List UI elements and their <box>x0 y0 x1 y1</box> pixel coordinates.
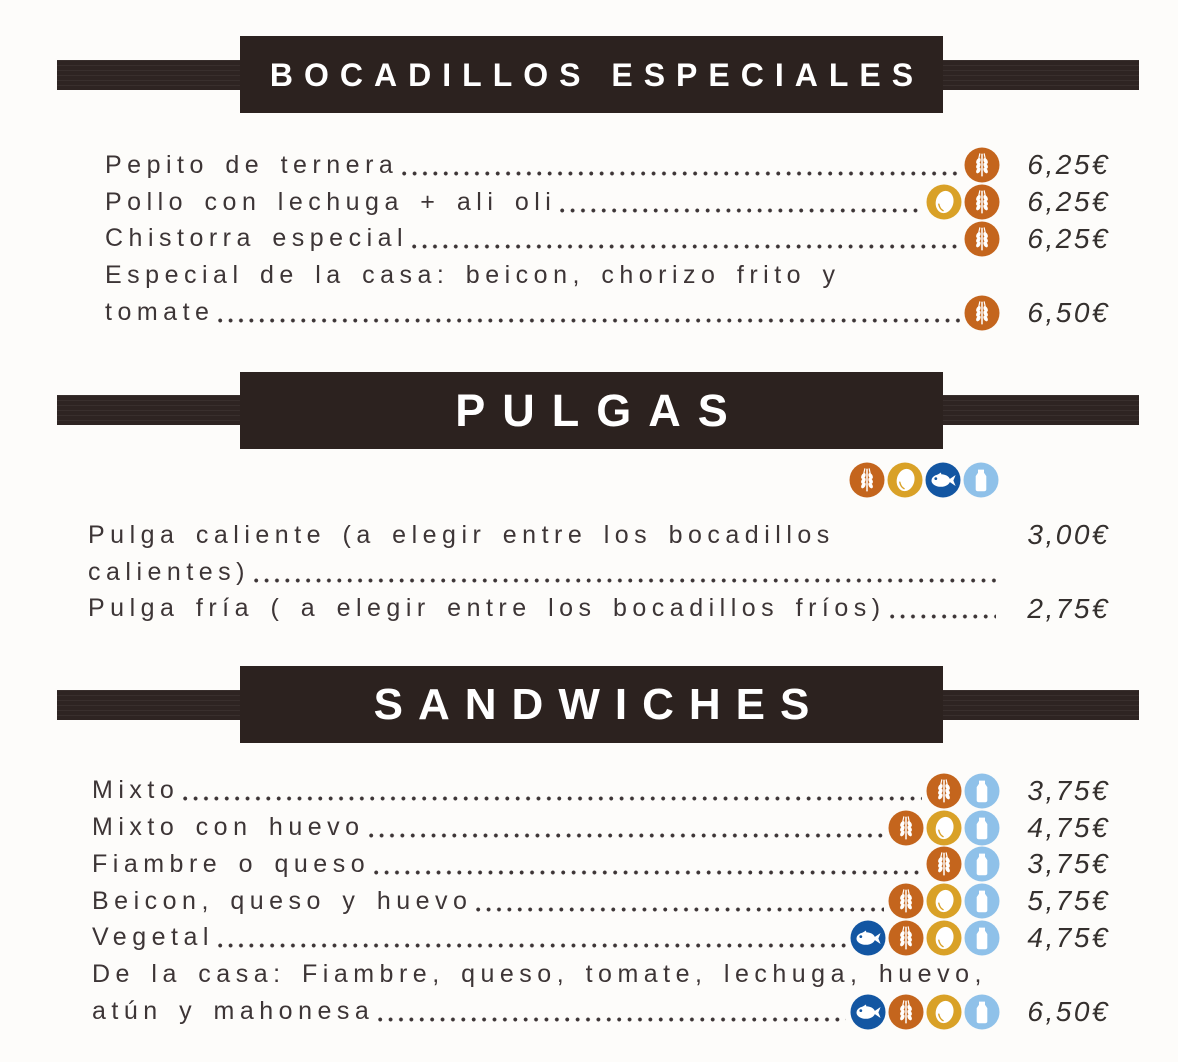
banner-right-bar <box>943 395 1139 425</box>
menu-item-row <box>92 846 1110 883</box>
menu-item-name: Pulga caliente (a elegir entre los bocadillos <box>88 520 835 549</box>
menu-item-name: Fiambre o queso <box>92 849 371 878</box>
menu-item-row <box>92 809 1110 846</box>
menu-item-row <box>92 883 1110 920</box>
milk-icon <box>964 773 1000 809</box>
allergen-legend <box>0 462 999 498</box>
section-rows <box>0 517 1178 627</box>
dot-leader <box>402 171 960 176</box>
menu-item-row <box>105 294 1110 331</box>
wheat-gluten-icon <box>964 295 1000 331</box>
dot-leader <box>218 943 846 948</box>
wheat-gluten-icon <box>888 810 924 846</box>
banner-plate <box>240 372 943 449</box>
menu-item-name: Mixto <box>92 776 180 805</box>
fish-icon <box>925 462 961 498</box>
menu-item-price: 2,75€ <box>1027 592 1110 624</box>
menu-item-name: calientes) <box>88 557 250 586</box>
banner-left-bar <box>57 60 240 90</box>
section-title: PULGAS <box>455 384 745 436</box>
menu-item-row <box>105 257 1110 294</box>
menu-item-name: Chistorra especial <box>105 224 409 253</box>
menu-item-name: atún y mahonesa <box>92 997 375 1026</box>
banner-left-bar <box>57 395 240 425</box>
dot-leader <box>476 907 884 912</box>
dot-leader <box>378 1017 846 1022</box>
allergen-icons <box>964 221 1000 257</box>
menu-item-name: tomate <box>105 298 215 327</box>
milk-icon <box>964 810 1000 846</box>
menu-item-price: 6,25€ <box>1027 222 1110 254</box>
menu-section <box>0 627 1178 1030</box>
menu-item-row <box>92 956 1110 993</box>
allergen-icons <box>964 147 1000 183</box>
dot-leader <box>254 578 996 583</box>
menu-item-row <box>88 517 1110 554</box>
dot-leader <box>560 208 922 213</box>
menu-item-name: Vegetal <box>92 923 214 952</box>
menu-item-name: Mixto con huevo <box>92 813 365 842</box>
menu-item-name: Especial de la casa: beicon, chorizo frito y <box>105 261 841 290</box>
menu-item-price: 3,00€ <box>1027 519 1110 551</box>
menu-item-row <box>88 554 1110 591</box>
allergen-icons <box>964 295 1000 331</box>
allergen-icons <box>926 846 1000 882</box>
egg-icon <box>926 920 962 956</box>
section-banner <box>0 372 1178 449</box>
menu-item-name: Pepito de ternera <box>105 150 399 179</box>
milk-icon <box>963 462 999 498</box>
fish-icon <box>850 994 886 1030</box>
dot-leader <box>374 870 922 875</box>
menu-item-price: 4,75€ <box>1027 921 1110 953</box>
egg-icon <box>926 883 962 919</box>
wheat-gluten-icon <box>849 462 885 498</box>
wheat-gluten-icon <box>888 994 924 1030</box>
banner-right-bar <box>943 60 1139 90</box>
allergen-icons <box>850 994 1000 1030</box>
allergen-icons <box>850 920 1000 956</box>
menu-item-price: 5,75€ <box>1027 885 1110 917</box>
section-banner <box>0 666 1178 743</box>
egg-icon <box>926 810 962 846</box>
wheat-gluten-icon <box>964 221 1000 257</box>
menu-item-price: 6,25€ <box>1027 186 1110 218</box>
dot-leader <box>183 796 922 801</box>
section-banner <box>0 36 1178 113</box>
section-title: SANDWICHES <box>373 679 825 729</box>
egg-icon <box>887 462 923 498</box>
banner-plate <box>240 36 943 113</box>
banner-left-bar <box>57 690 240 720</box>
wheat-gluten-icon <box>964 184 1000 220</box>
menu-item-row <box>88 591 1110 628</box>
menu-item-price: 6,50€ <box>1027 296 1110 328</box>
wheat-gluten-icon <box>926 773 962 809</box>
section-rows <box>0 147 1178 331</box>
wheat-gluten-icon <box>888 920 924 956</box>
allergen-icons <box>888 810 1000 846</box>
menu-item-name: De la casa: Fiambre, queso, tomate, lechuga, huevo, <box>92 960 987 989</box>
milk-icon <box>964 920 1000 956</box>
allergen-icons <box>926 184 1000 220</box>
wheat-gluten-icon <box>888 883 924 919</box>
menu-section <box>0 0 1178 331</box>
menu-item-price: 3,75€ <box>1027 848 1110 880</box>
menu-item-price: 3,75€ <box>1027 774 1110 806</box>
banner-right-bar <box>943 690 1139 720</box>
menu-item-row <box>92 772 1110 809</box>
milk-icon <box>964 883 1000 919</box>
menu-item-price: 4,75€ <box>1027 811 1110 843</box>
dot-leader <box>369 833 884 838</box>
dot-leader <box>412 244 960 249</box>
menu-item-row <box>92 920 1110 957</box>
menu-item-name: Pulga fría ( a elegir entre los bocadillos fríos) <box>88 594 886 623</box>
wheat-gluten-icon <box>964 147 1000 183</box>
milk-icon <box>964 846 1000 882</box>
banner-plate <box>240 666 943 743</box>
menu-item-price: 6,25€ <box>1027 149 1110 181</box>
menu-item-row <box>92 993 1110 1030</box>
menu-item-row <box>105 221 1110 258</box>
allergen-icons <box>926 773 1000 809</box>
menu-section <box>0 331 1178 627</box>
dot-leader <box>890 614 996 619</box>
egg-icon <box>926 994 962 1030</box>
wheat-gluten-icon <box>926 846 962 882</box>
menu-item-row <box>105 184 1110 221</box>
egg-icon <box>926 184 962 220</box>
allergen-icons <box>888 883 1000 919</box>
section-rows <box>0 772 1178 1030</box>
menu-item-name: Pollo con lechuga + ali oli <box>105 187 557 216</box>
section-title: BOCADILLOS ESPECIALES <box>269 56 925 93</box>
milk-icon <box>964 994 1000 1030</box>
dot-leader <box>218 318 960 323</box>
menu-item-price: 6,50€ <box>1027 995 1110 1027</box>
fish-icon <box>850 920 886 956</box>
menu-item-row <box>105 147 1110 184</box>
menu-item-name: Beicon, queso y huevo <box>92 886 473 915</box>
